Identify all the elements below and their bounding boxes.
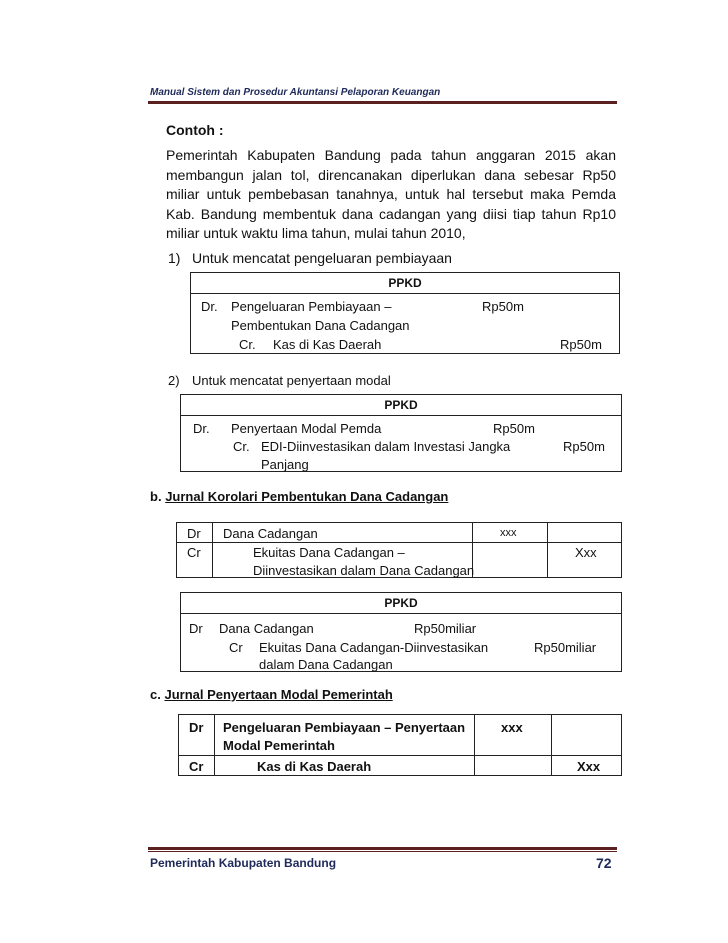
journal-table-1 bbox=[190, 272, 620, 354]
credit-amount: Rp50m bbox=[560, 337, 602, 352]
cr-label: Cr. bbox=[239, 337, 256, 352]
section-b-heading bbox=[150, 489, 448, 504]
example-paragraph: Pemerintah Kabupaten Bandung pada tahun anggaran 2015 akan membangun jalan tol, direncanakan diperlukan dana sebesar Rp50 miliar untuk pembebasan tanahnya, untuk hal tersebut maka Pemda Kab. Bandung membentuk dana cadangan yang diisi tiap tahun Rp10 miliar untuk waktu lima tahun, mulai tahun 2010, bbox=[166, 147, 616, 241]
dr-label: Dr. bbox=[193, 421, 210, 436]
section-c-heading bbox=[150, 687, 393, 702]
credit-amount: Xxx bbox=[577, 759, 601, 774]
debit-account: Dana Cadangan bbox=[219, 621, 314, 636]
page-number: 72 bbox=[596, 855, 612, 871]
item-2-label bbox=[168, 373, 391, 388]
debit-account-line-2: Modal Pemerintah bbox=[223, 738, 335, 753]
credit-amount: Xxx bbox=[575, 545, 597, 560]
dr-label: Dr bbox=[189, 720, 204, 735]
table-title: PPKD bbox=[191, 273, 619, 294]
table-title: PPKD bbox=[181, 593, 621, 614]
item-1-number: 1) bbox=[168, 250, 181, 266]
debit-amount: Rp50m bbox=[482, 299, 524, 314]
credit-amount: Rp50m bbox=[563, 439, 605, 454]
credit-account-line-1: Ekuitas Dana Cadangan-Diinvestasikan bbox=[259, 640, 489, 655]
debit-amount: xxx bbox=[500, 527, 517, 539]
journal-table-b2 bbox=[180, 592, 622, 672]
debit-amount: xxx bbox=[501, 720, 523, 735]
dr-label: Dr bbox=[189, 621, 203, 636]
debit-account: Dana Cadangan bbox=[223, 526, 318, 541]
journal-table-2 bbox=[180, 394, 622, 472]
footer-organization: Pemerintah Kabupaten Bandung bbox=[150, 856, 337, 870]
credit-account-line-2: Panjang bbox=[261, 457, 309, 472]
item-1-text: Untuk mencatat pengeluaran pembiayaan bbox=[192, 250, 452, 266]
document-header-title: Manual Sistem dan Prosedur Akuntansi Pelaporan Keuangan bbox=[150, 87, 441, 98]
dr-label: Dr bbox=[187, 526, 201, 541]
footer-rule-thin bbox=[148, 851, 617, 852]
header-rule bbox=[148, 101, 617, 104]
debit-account-line-1: Pengeluaran Pembiayaan – Penyertaan bbox=[223, 720, 466, 735]
section-b-letter: b. bbox=[150, 489, 162, 504]
debit-amount: Rp50miliar bbox=[414, 621, 477, 636]
table-title: PPKD bbox=[181, 395, 621, 416]
item-1-label bbox=[168, 250, 452, 266]
credit-account: Kas di Kas Daerah bbox=[273, 337, 382, 352]
section-c-letter: c. bbox=[150, 687, 161, 702]
account-line-2: Pembentukan Dana Cadangan bbox=[231, 318, 410, 333]
cr-label: Cr. bbox=[233, 439, 250, 454]
item-2-text: Untuk mencatat penyertaan modal bbox=[192, 373, 391, 388]
credit-account-line-2: dalam Dana Cadangan bbox=[259, 657, 393, 672]
account-line-1: Pengeluaran Pembiayaan – bbox=[231, 299, 392, 314]
section-b-title: Jurnal Korolari Pembentukan Dana Cadangan bbox=[165, 489, 449, 504]
credit-account-line-1: Ekuitas Dana Cadangan – bbox=[253, 545, 405, 560]
footer-rule bbox=[148, 847, 617, 850]
debit-account: Penyertaan Modal Pemda bbox=[231, 421, 382, 436]
cr-label: Cr bbox=[229, 640, 243, 655]
cr-label: Cr bbox=[187, 545, 201, 560]
credit-account: Kas di Kas Daerah bbox=[257, 759, 372, 774]
example-heading: Contoh : bbox=[166, 122, 224, 138]
item-2-number: 2) bbox=[168, 373, 180, 388]
credit-account-line-1: EDI-Diinvestasikan dalam Investasi Jangka bbox=[261, 439, 511, 454]
credit-account-line-2: Diinvestasikan dalam Dana Cadangan bbox=[253, 563, 475, 578]
journal-table-b1 bbox=[176, 522, 622, 578]
credit-amount: Rp50miliar bbox=[534, 640, 597, 655]
section-c-title: Jurnal Penyertaan Modal Pemerintah bbox=[164, 687, 393, 702]
debit-amount: Rp50m bbox=[493, 421, 535, 436]
dr-label: Dr. bbox=[201, 299, 218, 314]
cr-label: Cr bbox=[189, 759, 204, 774]
journal-table-c bbox=[178, 714, 622, 776]
